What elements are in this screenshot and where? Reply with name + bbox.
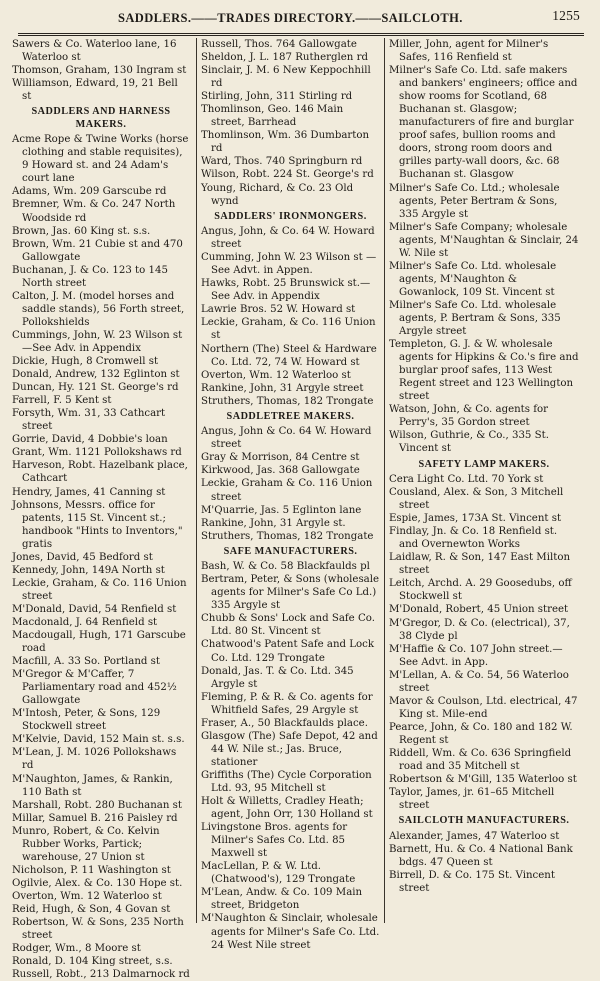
directory-entry: Ogilvie, Alex. & Co. 130 Hope st. <box>12 877 183 889</box>
column-3 <box>389 38 579 895</box>
column-divider <box>384 38 385 923</box>
column-divider <box>196 38 197 923</box>
page-number: 1255 <box>552 8 580 23</box>
directory-entry: Fraser, A., 50 Blackfaulds place. <box>201 717 368 729</box>
directory-entry: M'Kelvie, David, 152 Main st. s.s. <box>12 734 185 746</box>
directory-entry: M'Haffie & Co. 107 John street.— See Advt. in App. <box>389 643 563 668</box>
directory-entry: Glasgow (The) Safe Depot, 42 and 44 W. Nile st.; Jas. Bruce, stationer <box>201 730 378 768</box>
directory-entry: M'Gregor & M'Caffer, 7 Parliamentary road and 452½ Gallowgate <box>12 669 177 707</box>
directory-entry: Milner's Safe Co. Ltd.; wholesale agents, Peter Bertram & Sons, 335 Argyle st <box>389 182 560 220</box>
directory-entry: Wilson, Guthrie, & Co., 335 St. Vincent st <box>389 430 549 455</box>
directory-entry: Duncan, Hy. 121 St. George's rd <box>12 382 179 394</box>
directory-entry: Bremner, Wm. & Co. 247 North Woodside rd <box>12 199 176 224</box>
directory-entry: Livingstone Bros. agents for Milner's Safes Co. Ltd. 85 Maxwell st <box>201 822 348 860</box>
directory-entry: Kennedy, John, 149A North st <box>12 564 165 576</box>
directory-entry: M'Lellan, A. & Co. 54, 56 Waterloo street <box>389 669 569 694</box>
directory-entry: Ronald, D. 104 King street, s.s. <box>12 956 173 968</box>
directory-entry: Leitch, Archd. A. 29 Goosedubs, off Stockwell st <box>389 578 572 603</box>
directory-entry: Farrell, F. 5 Kent st <box>12 395 112 407</box>
directory-entry: Findlay, Jn. & Co. 18 Renfield st. and Overnewton Works <box>389 526 558 551</box>
section-heading: SADDLERS' IRONMONGERS. <box>214 210 367 222</box>
directory-entry: Wilson, Robt. 224 St. George's rd <box>201 169 374 181</box>
directory-entry: Buchanan, J. & Co. 123 to 145 North street <box>12 264 168 289</box>
directory-entry: Rankine, John, 31 Argyle street <box>201 382 364 394</box>
directory-entry: Leckie, Graham, & Co. 116 Union st <box>201 317 376 342</box>
directory-entry: Birrell, D. & Co. 175 St. Vincent street <box>389 869 555 894</box>
directory-entry: Marshall, Robt. 280 Buchanan st <box>12 799 182 811</box>
directory-entry: Thomlinson, Wm. 36 Dumbarton rd <box>201 130 370 155</box>
directory-entry: Leckie, Graham, & Co. 116 Union street <box>12 577 187 602</box>
section-heading: SADDLERS AND HARNESS MAKERS. <box>31 106 171 130</box>
directory-entry: MacLellan, P. & W. Ltd. (Chatwood's), 129 Trongate <box>201 861 356 886</box>
directory-entry: Cummings, John, W. 23 Wilson st —See Adv. in Appendix <box>12 329 183 354</box>
directory-entry: Johnsons, Messrs. office for patents, 115 St. Vincent st.; handbook "Hints to Inventors," gratis <box>12 499 183 550</box>
directory-entry: Overton, Wm. 12 Waterloo st <box>201 369 351 381</box>
directory-entry: Nicholson, P. 11 Washington st <box>12 864 171 876</box>
directory-entry: Chatwood's Patent Safe and Lock Co. Ltd. 129 Trongate <box>201 639 375 664</box>
directory-entry: Fleming, P. & R. & Co. agents for Whitfield Safes, 29 Argyle st <box>201 691 373 716</box>
directory-entry: Griffiths (The) Cycle Corporation Ltd. 93, 95 Mitchell st <box>201 769 372 794</box>
directory-entry: Rodger, Wm., 8 Moore st <box>12 943 141 955</box>
directory-entry: Donald, Jas. T. & Co. Ltd. 345 Argyle st <box>201 665 354 690</box>
directory-entry: Macfill, A. 33 So. Portland st <box>12 656 160 668</box>
directory-entry: Hendry, James, 41 Canning st <box>12 486 166 498</box>
directory-entry: M'Donald, David, 54 Renfield st <box>12 603 177 615</box>
directory-entry: Leckie, Graham & Co. 116 Union street <box>201 478 373 503</box>
directory-entry: Thomson, Graham, 130 Ingram st <box>12 65 187 77</box>
directory-entry: Sawers & Co. Waterloo lane, 16 Waterloo st <box>12 39 177 64</box>
directory-entry: Acme Rope & Twine Works (horse clothing and stable requisites), 9 Howard st. and 24 Adam's court lane <box>12 134 189 185</box>
directory-entry: Overton, Wm. 12 Waterloo st <box>12 890 162 902</box>
directory-entry: Milner's Safe Company; wholesale agents, M'Naughtan & Sinclair, 24 W. Nile st <box>389 221 579 259</box>
directory-entry: Taylor, James, jr. 61–65 Mitchell street <box>389 787 555 812</box>
directory-entry: Brown, Jas. 60 King st. s.s. <box>12 225 151 237</box>
directory-entry: Sheldon, J. L. 187 Rutherglen rd <box>201 52 368 64</box>
directory-entry: Riddell, Wm. & Co. 636 Springfield road and 35 Mitchell st <box>389 747 572 773</box>
directory-entry: M'Quarrie, Jas. 5 Eglinton lane <box>201 504 362 516</box>
directory-entry: Holt & Willetts, Cradley Heath; agent, John Orr, 130 Holland st <box>201 796 373 821</box>
directory-entry: Thomlinson, Geo. 146 Main street, Barrhead <box>201 104 344 129</box>
directory-entry: Adams, Wm. 209 Garscube rd <box>12 186 167 198</box>
directory-entry: Reid, Hugh, & Son, 4 Govan st <box>12 904 171 915</box>
directory-entry: M'Intosh, Peter, & Sons, 129 Stockwell street <box>12 708 161 733</box>
directory-entry: Cumming, John W. 23 Wilson st —See Advt. in Appen. <box>201 252 377 277</box>
directory-entry: M'Lean, J. M. 1026 Pollokshaws rd <box>12 747 177 772</box>
directory-entry: Northern (The) Steel & Hardware Co. Ltd. 72, 74 W. Howard st <box>201 343 377 368</box>
directory-entry: Angus, John & Co. 64 W. Howard street <box>201 426 372 451</box>
directory-entry: Millar, Samuel B. 216 Paisley rd <box>12 812 178 824</box>
directory-entry: Young, Richard, & Co. 23 Old wynd <box>201 182 354 207</box>
directory-entry: Milner's Safe Co. Ltd. wholesale agents, P. Bertram & Sons, 335 Argyle street <box>389 299 561 338</box>
directory-entry: Russell, Thos. 764 Gallowgate <box>201 39 357 50</box>
directory-entry: Munro, Robert, & Co. Kelvin Rubber Works, Partick; warehouse, 27 Union st <box>12 825 160 863</box>
directory-entry: Bash, W. & Co. 58 Blackfaulds pl <box>201 561 370 573</box>
header-title: SADDLERS.——TRADES DIRECTORY.——SAILCLOTH. <box>118 11 463 25</box>
directory-entry: M'Naughton, James, & Rankin, 110 Bath st <box>12 773 173 798</box>
section-heading: SAILCLOTH MANUFACTURERS. <box>398 815 570 827</box>
directory-entry: Angus, John, & Co. 64 W. Howard street <box>201 226 375 251</box>
directory-entry: Struthers, Thomas, 182 Trongate <box>201 395 374 407</box>
section-heading: SADDLETREE MAKERS. <box>226 410 355 422</box>
directory-entry: Pearce, John, & Co. 180 and 182 W. Regent st <box>389 721 573 746</box>
directory-entry: Gorrie, David, 4 Dobbie's loan <box>12 434 168 446</box>
directory-entry: Miller, John, agent for Milner's Safes, 116 Renfield st <box>389 39 549 64</box>
directory-entry: Grant, Wm. 1121 Pollokshaws rd <box>12 447 182 459</box>
directory-entry: Dickie, Hugh, 8 Cromwell st <box>12 356 159 368</box>
header-rule <box>18 33 584 36</box>
directory-entry: Harveson, Robt. Hazelbank place, Cathcart <box>12 460 188 485</box>
running-header <box>20 10 580 30</box>
directory-entry: Espie, James, 173A St. Vincent st <box>389 513 562 525</box>
directory-entry: Macdougall, Hugh, 171 Garscube road <box>12 630 186 655</box>
directory-entry: Hawks, Robt. 25 Brunswick st.— See Adv. in Appendix <box>201 278 371 303</box>
directory-entry: Forsyth, Wm. 31, 33 Cathcart street <box>12 408 166 433</box>
directory-entry: Robertson, W. & Sons, 235 North street <box>12 917 184 942</box>
directory-entry: Struthers, Thomas, 182 Trongate <box>201 530 374 542</box>
directory-entry: Kirkwood, Jas. 368 Gallowgate <box>201 465 360 477</box>
section-heading: SAFE MANUFACTURERS. <box>223 545 358 557</box>
directory-entry: Cera Light Co. Ltd. 70 York st <box>389 474 544 485</box>
directory-entry: Macdonald, J. 64 Renfield st <box>12 616 158 628</box>
directory-entry: Milner's Safe Co. Ltd. wholesale agents, M'Naughton & Gowanlock, 109 St. Vincent st <box>389 260 557 298</box>
directory-entry: Chubb & Sons' Lock and Safe Co. Ltd. 80 St. Vincent st <box>201 613 375 638</box>
directory-entry: Watson, John, & Co. agents for Perry's, 35 Gordon street <box>389 404 549 429</box>
directory-entry: Robertson & M'Gill, 135 Waterloo st <box>389 774 577 786</box>
directory-entry: Templeton, G. J. & W. wholesale agents for Hipkins & Co.'s fire and burglar proof safes, 113 West Regent street and 123 Wellington street <box>389 339 579 403</box>
directory-entry: Calton, J. M. (model horses and saddle stands), 56 Forth street, Pollokshields <box>12 290 185 328</box>
directory-entry: Brown, Wm. 21 Cubie st and 470 Gallowgate <box>12 238 183 263</box>
directory-entry: Russell, Robt., 213 Dalmarnock rd <box>12 969 190 981</box>
directory-entry: M'Gregor, D. & Co. (electrical), 37, 38 Clyde pl <box>389 617 570 642</box>
directory-entry: Donald, Andrew, 132 Eglinton st <box>12 369 180 381</box>
directory-entry: Milner's Safe Co. Ltd. safe makers and bankers' engineers; office and show rooms for Scotland, 68 Buchanan st. Glasgow; manufacturers of fire and burglar proof safes, bullion rooms and doors, strong room doors and grilles party-wall doors, &c. 68 Buchanan st. Glasgow <box>389 65 578 181</box>
directory-entry: Williamson, Edward, 19, 21 Bell st <box>12 78 178 103</box>
directory-entry: Cousland, Alex. & Son, 3 Mitchell street <box>389 487 564 512</box>
directory-entry: M'Naughton & Sinclair, wholesale agents for Milner's Safe Co. Ltd. 24 West Nile street <box>201 913 380 951</box>
directory-entry: Jones, David, 45 Bedford st <box>12 551 153 563</box>
directory-entry: Sinclair, J. M. 6 New Keppochhill rd <box>201 65 371 90</box>
directory-entry: Alexander, James, 47 Waterloo st <box>389 830 560 842</box>
section-heading: SAFETY LAMP MAKERS. <box>418 458 550 470</box>
directory-entry: Rankine, John, 31 Argyle st. <box>201 517 346 529</box>
directory-entry: Ward, Thos. 740 Springburn rd <box>201 156 363 168</box>
directory-entry: Gray & Morrison, 84 Centre st <box>201 452 360 464</box>
directory-entry: M'Donald, Robert, 45 Union street <box>389 604 569 616</box>
directory-entry: Barnett, Hu. & Co. 4 National Bank bdgs. 47 Queen st <box>389 843 573 868</box>
directory-entry: M'Lean, Andw. & Co. 109 Main street, Bridgeton <box>201 887 363 912</box>
directory-entry: Laidlaw, R. & Son, 147 East Milton street <box>389 552 571 577</box>
directory-entry: Bertram, Peter, & Sons (wholesale agents for Milner's Safe Co Ld.) 335 Argyle st <box>201 574 380 612</box>
column-2 <box>201 38 380 952</box>
directory-entry: Stirling, John, 311 Stirling rd <box>201 91 353 103</box>
column-1 <box>12 38 190 981</box>
directory-entry: Mavor & Coulson, Ltd. electrical, 47 King st. Mile-end <box>389 695 578 720</box>
directory-entry: Lawrie Bros. 52 W. Howard st <box>201 304 356 316</box>
